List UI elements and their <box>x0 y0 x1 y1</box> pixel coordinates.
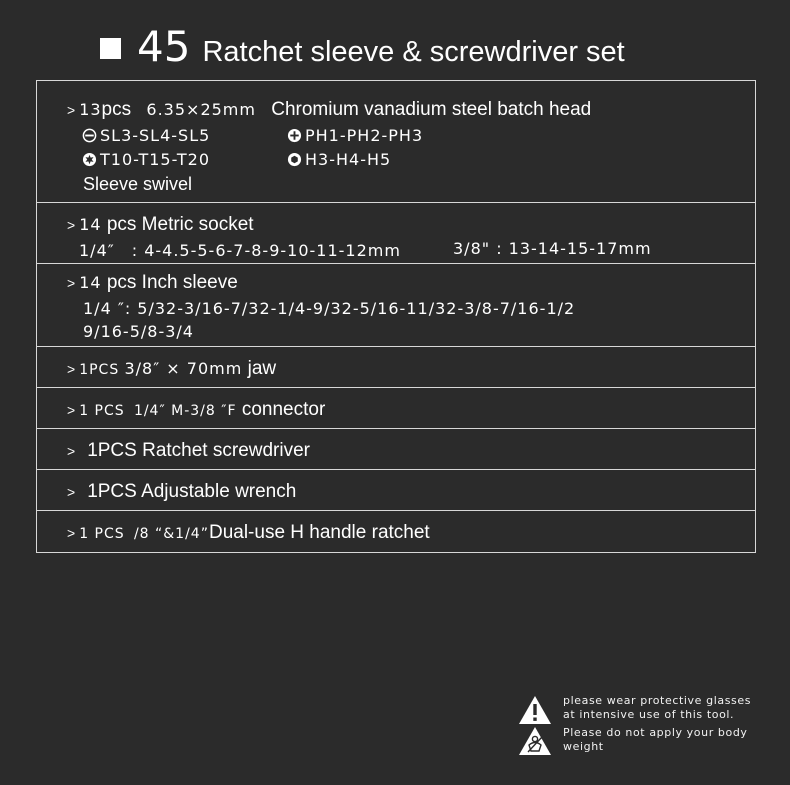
warning-glasses-line1: please wear protective glasses <box>563 694 752 707</box>
item-name: pcs Inch sleeve <box>106 272 238 293</box>
table-row: > 13pcs 6.35×25mm Chromium vanadium steel batch head SL3-SL4-SL5 PH1-PH2-PH3 T10-T15-T20 H3-H4-H5 Sleeve swivel <box>37 81 755 203</box>
title-number: 45 <box>137 22 191 71</box>
table-row: > 14 pcs Inch sleeve 1/4 ″: 5/32-3/16-7/32-1/4-9/32-5/16-11/32-3/8-7/16-1/2 9/16-5/8-3/4 <box>37 264 755 347</box>
table-row: > 1PCS 3/8″ × 70mm jaw <box>37 347 755 388</box>
spec-table <box>36 80 756 553</box>
title-text: Ratchet sleeve & screwdriver set <box>202 36 625 68</box>
warning-weight-line1: Please do not apply your body <box>563 726 748 739</box>
item-extra: Sleeve swivel <box>83 174 193 194</box>
hex-screw-icon <box>287 152 302 167</box>
item-name: Chromium vanadium steel batch head <box>271 99 592 120</box>
item-name: pcs Metric socket <box>106 214 254 235</box>
item-name: Ratchet screwdriver <box>142 440 310 461</box>
phillips-screw-icon <box>287 128 302 143</box>
table-row: > 1 PCS /8 “&1/4”Dual-use H handle ratchet <box>67 522 430 543</box>
slotted-screw-icon <box>82 128 97 143</box>
warning-glasses-line2: at intensive use of this tool. <box>563 708 735 721</box>
warning-icon <box>518 695 552 725</box>
square-bullet-icon <box>100 38 121 59</box>
table-row: > 1PCS Adjustable wrench <box>37 470 755 511</box>
item-name: Adjustable wrench <box>141 481 297 502</box>
page-title <box>100 22 625 72</box>
warning-weight-line2: weight <box>563 740 604 753</box>
table-row: > 1 PCS 1/4″ M-3/8 ″F connector <box>37 388 755 429</box>
torx-screw-icon <box>82 152 97 167</box>
item-name: Dual-use H handle ratchet <box>208 522 430 543</box>
no-body-weight-icon <box>518 726 552 756</box>
table-row: > 14 pcs Metric socket 1/4″ : 4-4.5-5-6-7-8-9-10-11-12mm 3/8" : 13-14-15-17mm <box>37 203 755 264</box>
item-name: connector <box>241 399 326 420</box>
table-row: > 1PCS Ratchet screwdriver <box>37 429 755 470</box>
item-name: jaw <box>247 358 277 379</box>
